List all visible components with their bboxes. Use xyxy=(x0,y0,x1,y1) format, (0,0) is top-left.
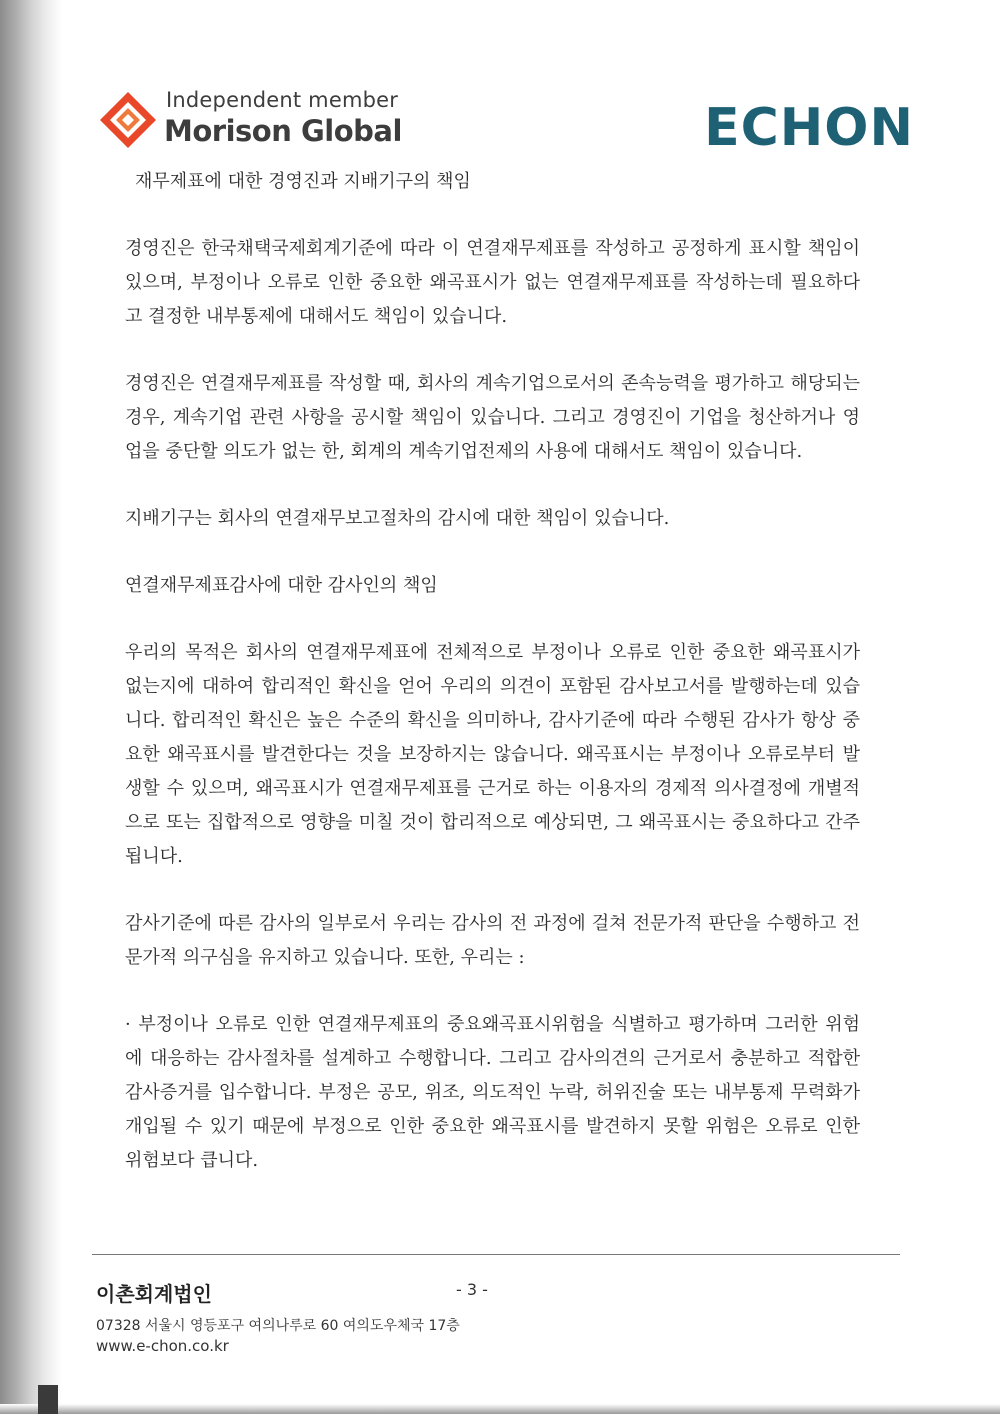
paragraph-professional-judgment: 감사기준에 따른 감사의 일부로서 우리는 감사의 전 과정에 걸쳐 전문가적 판단을 수행하고 전문가적 의구심을 유지하고 있습니다. 또한, 우리는 : xyxy=(125,913,860,968)
section-title-auditor: 연결재무제표감사에 대한 감사인의 책임 xyxy=(125,575,438,596)
firm-website: www.e-chon.co.kr xyxy=(96,1337,229,1355)
page-header xyxy=(100,88,920,158)
scan-spine-corner xyxy=(38,1385,58,1414)
paragraph-governance: 지배기구는 회사의 연결재무보고절차의 감시에 대한 책임이 있습니다. xyxy=(125,508,670,529)
morison-logo-icon xyxy=(100,92,156,148)
paragraph-going-concern: 경영진은 연결재무제표를 작성할 때, 회사의 계속기업으로서의 존속능력을 평가하고 해당되는 경우, 계속기업 관련 사항을 공시할 책임이 있습니다. 그리고 경영진이 기업을 청산하거나 영업을 중단할 의도가 없는 한, 회계의 계속기업전제의 사용에 대해서도 책임이 있습니다. xyxy=(125,373,860,462)
section-title-management: 재무제표에 대한 경영진과 지배기구의 책임 xyxy=(135,171,471,192)
paragraph-management-responsibility: 경영진은 한국채택국제회계기준에 따라 이 연결재무제표를 작성하고 공정하게 표시할 책임이 있으며, 부정이나 오류로 인한 중요한 왜곡표시가 없는 연결재무제표를 작성하는데 필요하다고 결정한 내부통제에 대해서도 책임이 있습니다. xyxy=(125,238,860,327)
document-body xyxy=(125,165,860,1178)
echon-logo: ECHON xyxy=(704,98,914,158)
bullet-risk-assessment: · 부정이나 오류로 인한 연결재무제표의 중요왜곡표시위험을 식별하고 평가하며 그러한 위험에 대응하는 감사절차를 설계하고 수행합니다. 그리고 감사의견의 근거로서 충분하고 적합한 감사증거를 입수합니다. 부정은 공모, 위조, 의도적인 누락, 허위진술 또는 내부통제 무력화가 개입될 수 있기 때문에 부정으로 인한 중요한 왜곡표시를 발견하지 못할 위험은 오류로 인한 위험보다 큽니다. xyxy=(125,1014,860,1171)
page-number: - 3 - xyxy=(456,1280,488,1299)
scan-page-edge xyxy=(0,0,62,1414)
paragraph-audit-objective: 우리의 목적은 회사의 연결재무제표에 전체적으로 부정이나 오류로 인한 중요한 왜곡표시가 없는지에 대하여 합리적인 확신을 얻어 우리의 의견이 포함된 감사보고서를 발행하는데 있습니다. 합리적인 확신은 높은 수준의 확신을 의미하나, 감사기준에 따라 수행된 감사가 항상 중요한 왜곡표시를 발견한다는 것을 보장하지는 않습니다. 왜곡표시는 부정이나 오류로부터 발생할 수 있으며, 왜곡표시가 연결재무제표를 근거로 하는 이용자의 경제적 의사결정에 개별적으로 또는 집합적으로 영향을 미칠 것이 합리적으로 예상되면, 그 왜곡표시는 중요하다고 간주됩니다. xyxy=(125,642,860,867)
logo-tagline: Independent member xyxy=(166,88,399,112)
firm-name: 이촌회계법인 xyxy=(96,1282,212,1306)
firm-address: 07328 서울시 영등포구 여의나루로 60 여의도우체국 17층 xyxy=(96,1318,460,1334)
logo-name: Morison Global xyxy=(164,114,402,148)
page-footer xyxy=(96,1278,896,1355)
scan-bottom-edge xyxy=(0,1404,1000,1414)
footer-divider xyxy=(92,1254,900,1255)
